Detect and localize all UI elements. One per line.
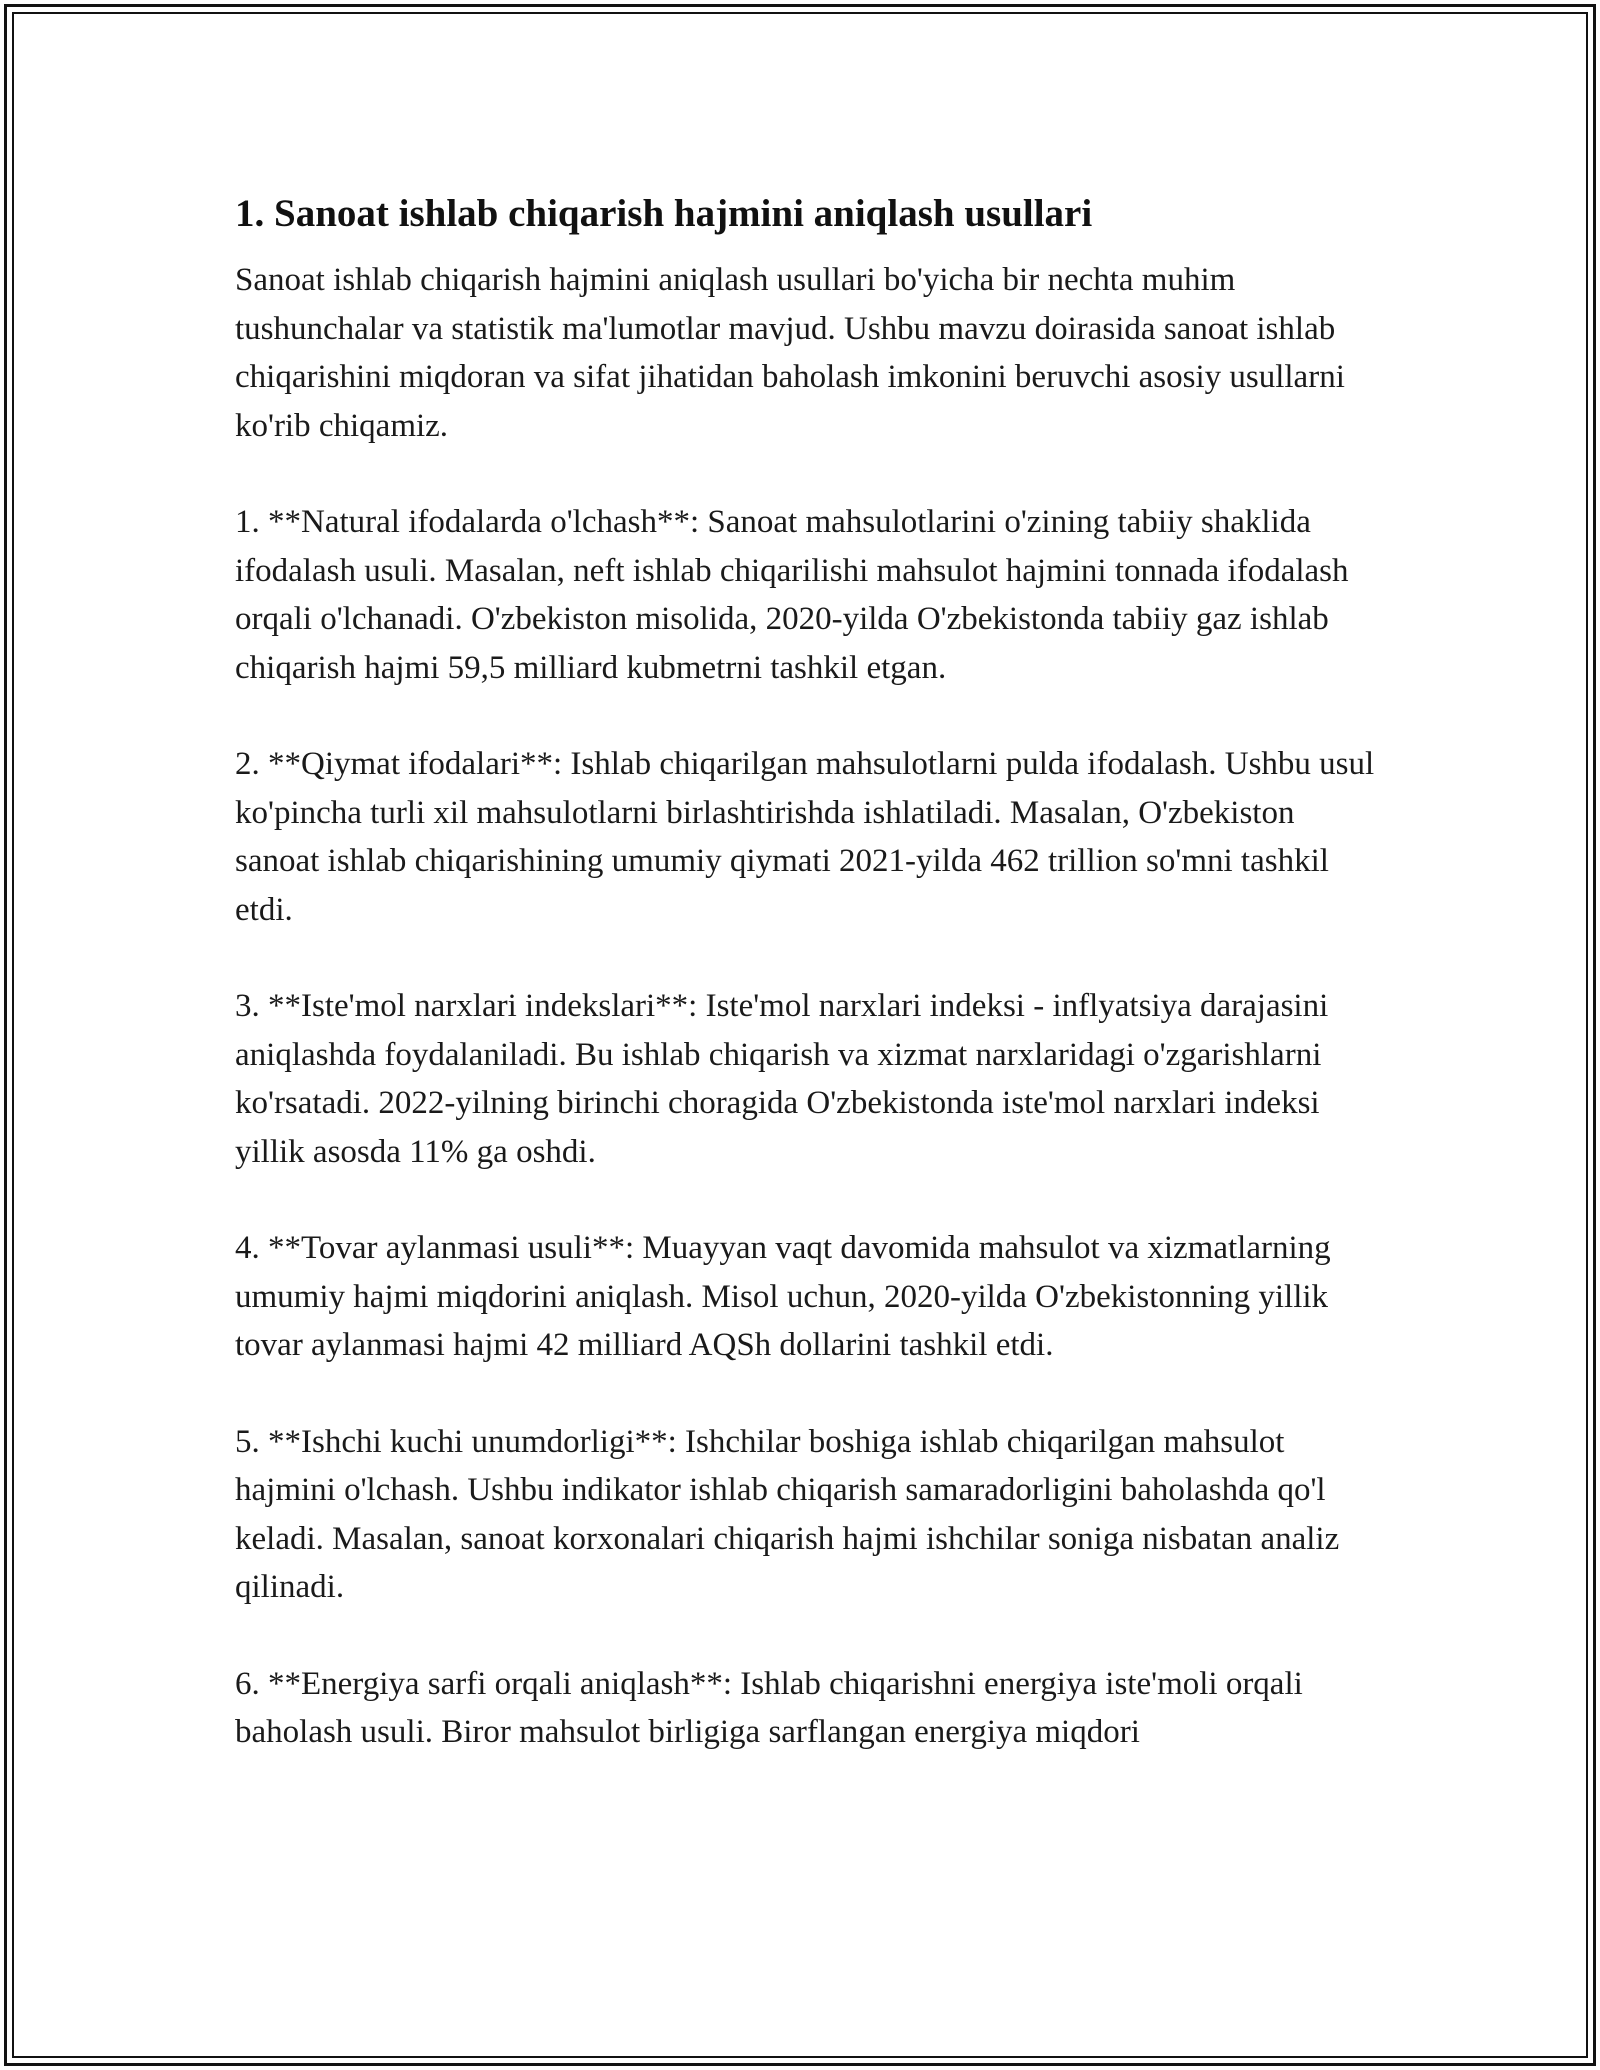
section-heading: 1. Sanoat ishlab chiqarish hajmini aniqlash usullari bbox=[235, 192, 1093, 235]
document-body bbox=[235, 190, 1375, 1805]
method-cpi-paragraph: 3. **Iste'mol narxlari indekslari**: Iste'mol narxlari indeksi - inflyatsiya darajasini aniqlashda foydalaniladi. Bu ishlab chiqarish va xizmat narxlaridagi o'zgarishlarni ko'rsatadi. 2022-yilning birinchi choragida O'zbekistonda iste'mol narxlari indeksi yillik asosda 11% ga oshdi. bbox=[235, 988, 1329, 1170]
method-labor-paragraph: 5. **Ishchi kuchi unumdorligi**: Ishchilar boshiga ishlab chiqarilgan mahsulot hajmini o'lchash. Ushbu indikator ishlab chiqarish samaradorligini baholashda qo'l keladi. Masalan, sanoat korxonalari chiqarish hajmi ishchilar soniga nisbatan analiz qilinadi. bbox=[235, 1423, 1340, 1605]
method-natural-paragraph: 1. **Natural ifodalarda o'lchash**: Sanoat mahsulotlarini o'zining tabiiy shaklida ifodalash usuli. Masalan, neft ishlab chiqarilishi mahsulot hajmini tonnada ifodalash orqali o'lchanadi. O'zbekiston misolida, 2020-yilda O'zbekistonda tabiiy gaz ishlab chiqarish hajmi 59,5 milliard kubmetrni tashkil etgan. bbox=[235, 504, 1349, 686]
method-value-paragraph: 2. **Qiymat ifodalari**: Ishlab chiqarilgan mahsulotlarni pulda ifodalash. Ushbu usul ko'pincha turli xil mahsulotlarni birlashtirishda ishlatiladi. Masalan, O'zbekiston sanoat ishlab chiqarishining umumiy qiymati 2021-yilda 462 trillion so'mni tashkil etdi. bbox=[235, 746, 1375, 928]
method-turnover-paragraph: 4. **Tovar aylanmasi usuli**: Muayyan vaqt davomida mahsulot va xizmatlarning umumiy hajmi miqdorini aniqlash. Misol uchun, 2020-yilda O'zbekistonning yillik tovar aylanmasi hajmi 42 milliard AQSh dollarini tashkil etdi. bbox=[235, 1230, 1331, 1363]
intro-paragraph: Sanoat ishlab chiqarish hajmini aniqlash usullari bo'yicha bir nechta muhim tushunchalar va statistik ma'lumotlar mavjud. Ushbu mavzu doirasida sanoat ishlab chiqarishini miqdoran va sifat jihatidan baholash imkonini beruvchi asosiy usullarni ko'rib chiqamiz. bbox=[235, 262, 1345, 444]
method-energy-paragraph: 6. **Energiya sarfi orqali aniqlash**: Ishlab chiqarishni energiya iste'moli orqali baholash usuli. Biror mahsulot birligiga sarflangan energiya miqdori bbox=[235, 1665, 1303, 1750]
